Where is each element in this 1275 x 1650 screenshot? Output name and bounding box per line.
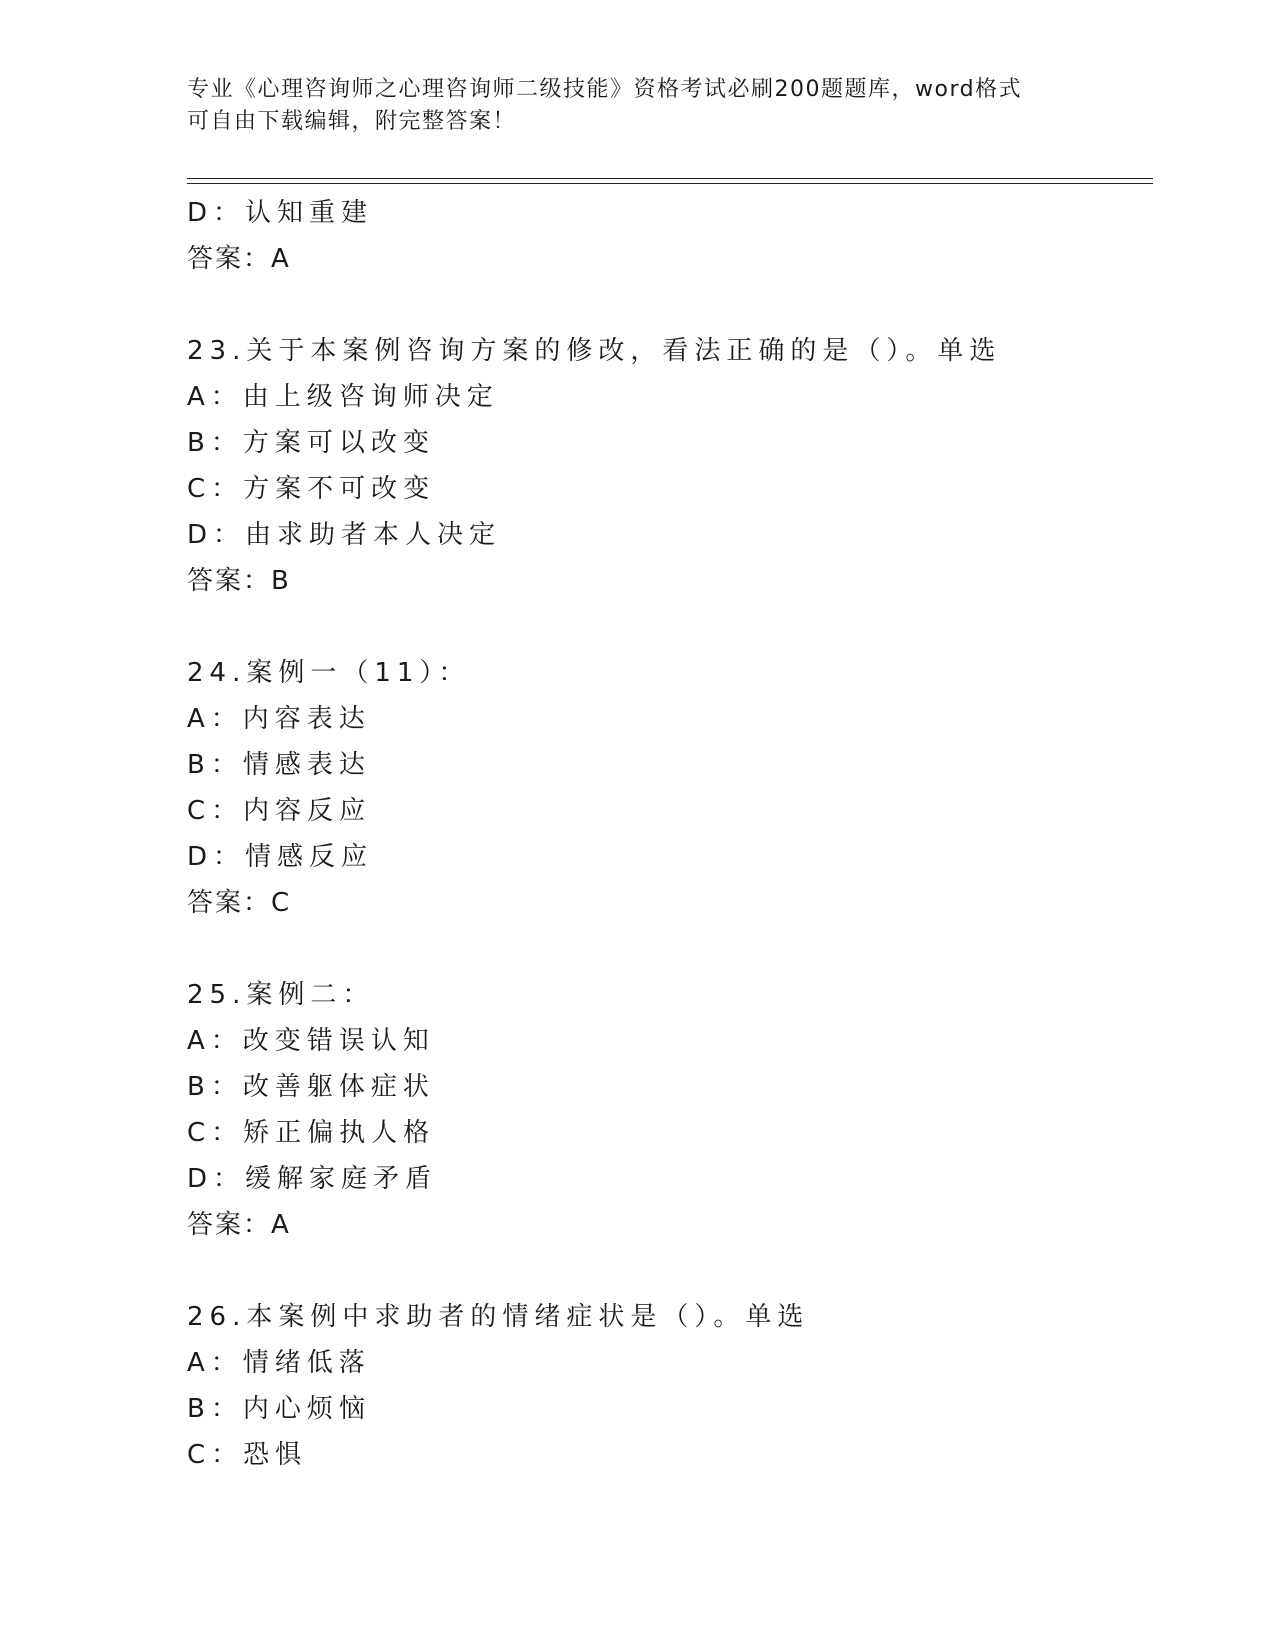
option-b: B：内心烦恼 [187,1394,371,1424]
answer: 答案：A [187,244,291,274]
option-a: A：改变错误认知 [187,1026,435,1056]
option-a: A：由上级咨询师决定 [187,382,499,412]
option-b: B：情感表达 [187,750,371,780]
header-divider-top [187,178,1153,179]
option-c: C：恐惧 [187,1440,308,1470]
option-d: D：认知重建 [187,198,374,228]
option-b: B：改善躯体症状 [187,1072,435,1102]
document-header [187,74,1087,138]
option-d: D：缓解家庭矛盾 [187,1164,438,1194]
option-d: D：情感反应 [187,842,374,872]
answer: 答案：C [187,888,292,918]
option-c: C：内容反应 [187,796,372,826]
header-line-2: 可自由下载编辑，附完整答案！ [187,109,517,134]
option-c: C：方案不可改变 [187,474,436,504]
question-stem: 23.关于本案例咨询方案的修改，看法正确的是（）。单选 [187,336,1002,366]
option-d: D：由求助者本人决定 [187,520,502,550]
question-stem: 25.案例二： [187,980,375,1010]
option-b: B：方案可以改变 [187,428,435,458]
header-divider-bottom [187,183,1153,184]
question-list [187,190,1153,1478]
answer: 答案：A [187,1210,291,1240]
question-stem: 24.案例一（11）： [187,658,471,688]
option-a: A：情绪低落 [187,1348,371,1378]
question-25 [187,972,1153,1248]
answer: 答案：B [187,566,291,596]
option-a: A：内容表达 [187,704,371,734]
header-line-1: 专业《心理咨询师之心理咨询师二级技能》资格考试必刷200题题库，word格式 [187,77,1023,102]
question-stem: 26.本案例中求助者的情绪症状是（）。单选 [187,1302,810,1332]
question-23 [187,328,1153,604]
option-c: C：矫正偏执人格 [187,1118,436,1148]
question-26 [187,1294,1153,1478]
question-24 [187,650,1153,926]
